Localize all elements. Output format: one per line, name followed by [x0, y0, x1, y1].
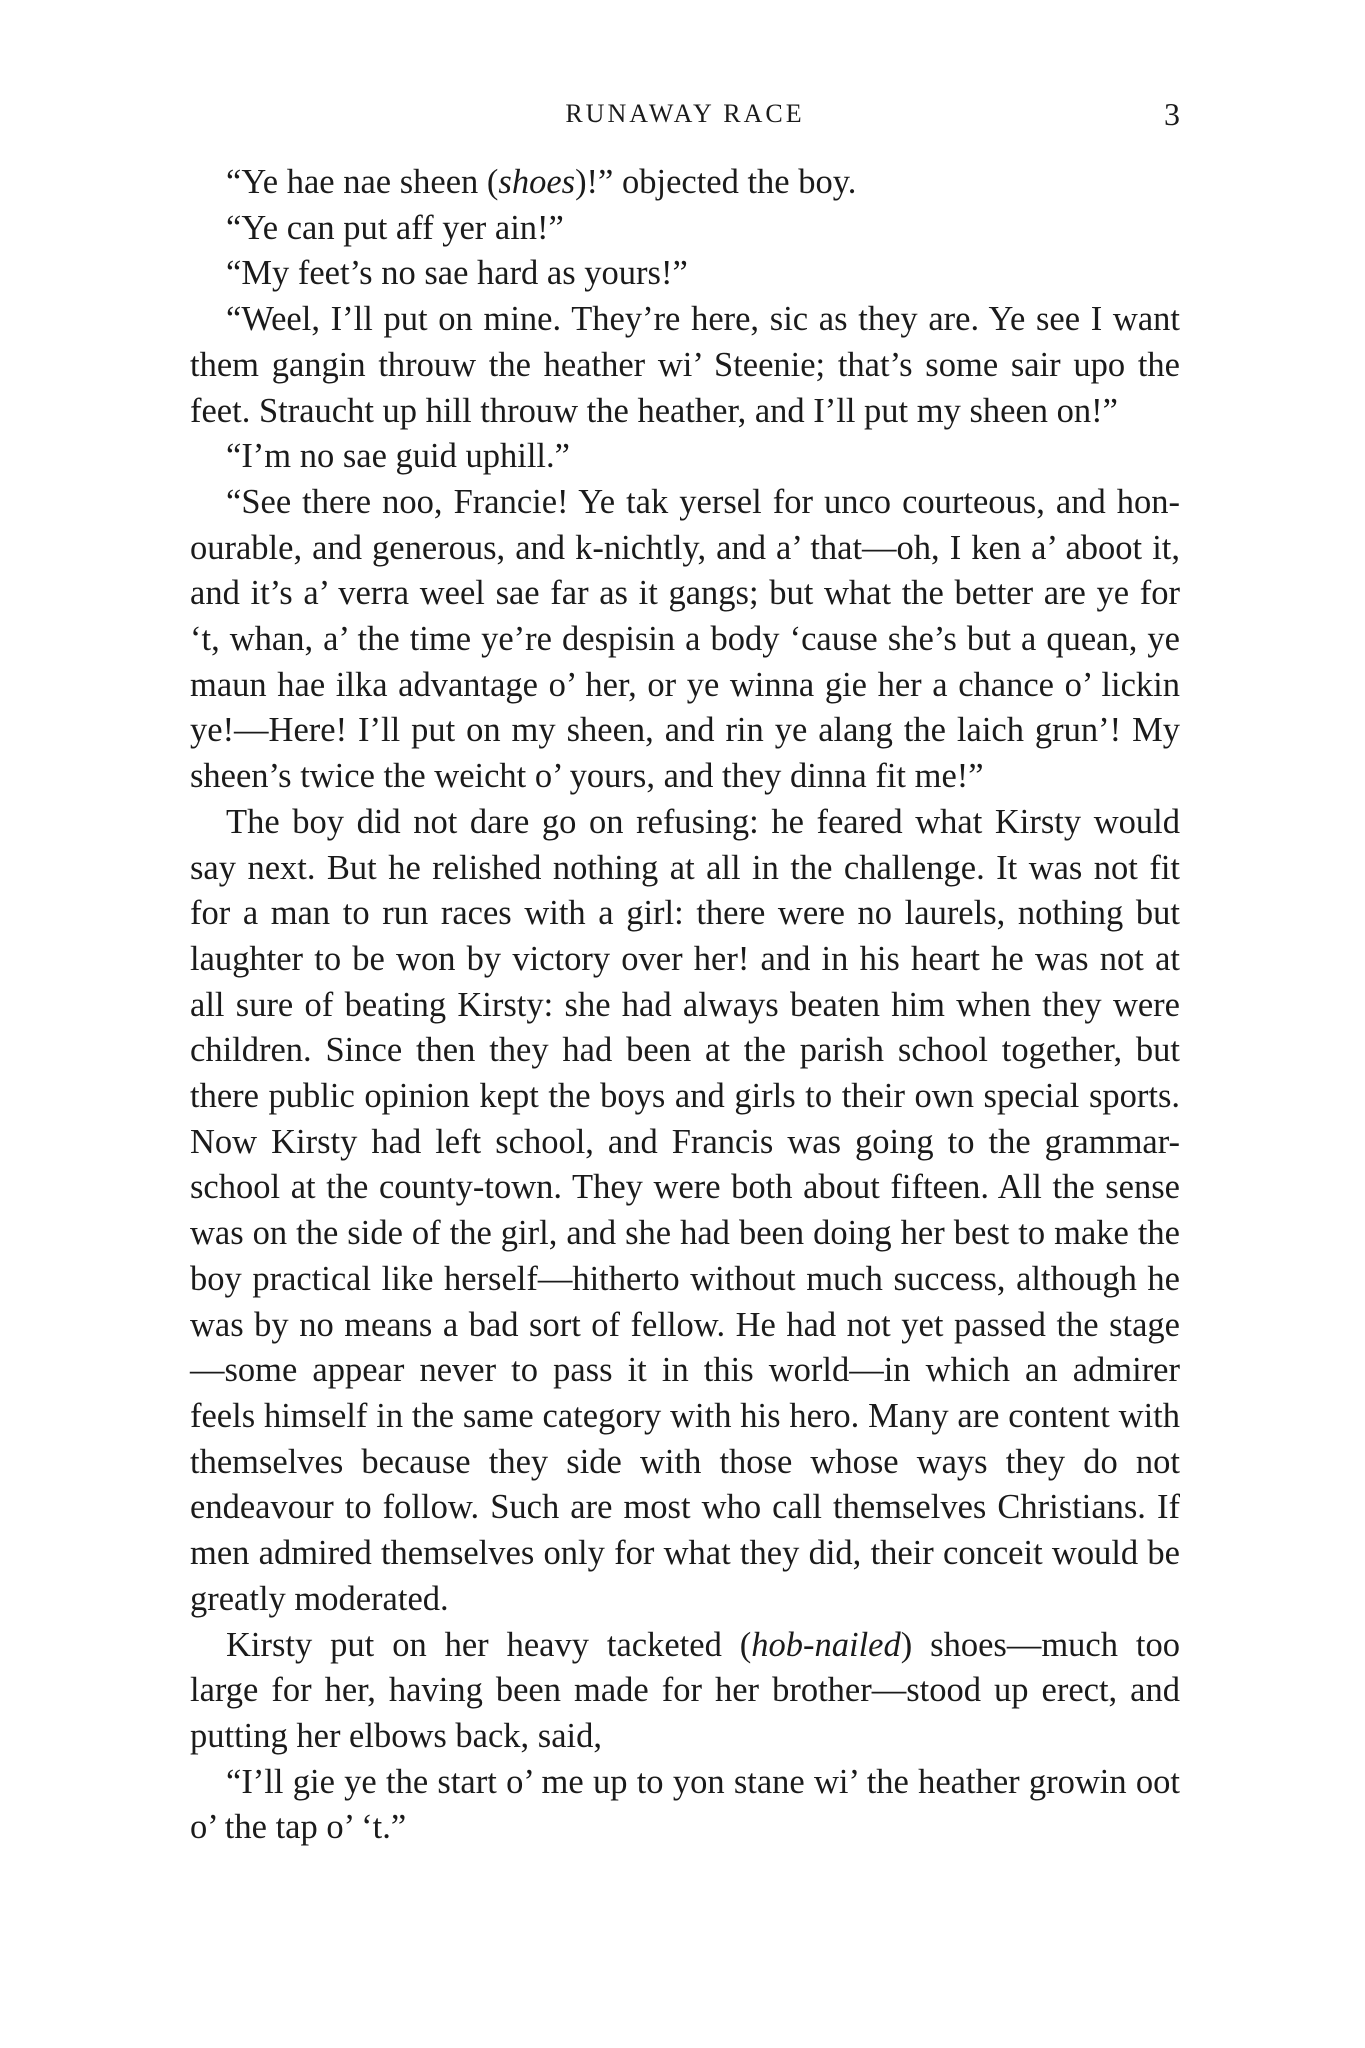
text-run: “Ye hae nae sheen ( [226, 163, 499, 201]
paragraph [190, 297, 1180, 434]
body-text [190, 160, 1180, 1851]
italic-gloss: shoes [498, 163, 576, 201]
text-run: “Ye can put aff yer ain!” [226, 208, 564, 247]
text-run: The boy did not dare go on refusing: he feared what Kirsty would say next. But he relished nothing at all in the challenge. It was not fit for a man to run races with a girl: there were no laurels, nothing but laughter to be won by victory over her! and in his heart he was not at all sure of beating Kirsty: she had always beaten him when they were children. Since then they had been at the parish school together, but there public opinion kept the boys and girls to their own special sports. Now Kirsty had left school, and Francis was going to the grammar-school at the county-town. They were both about fifteen. All the sense was on the side of the girl, and she had been doing her best to make the boy practical like herself—hitherto without much success, although he was by no means a bad sort of fellow. He had not yet passed the stage—some appear never to pass it in this world—in which an admirer feels himself in the same category with his hero. Many are content with themselves because they side with those whose ways they do not endeavour to follow. Such are most who call themselves Christians. If men admired themselves only for what they did, their conceit would be greatly moderated. [190, 802, 1180, 1618]
paragraph [190, 434, 1180, 480]
text-run: ) shoes—much too large for her, having been made for her brother—stood up erect, and putting her elbows back, said, [190, 1625, 1180, 1755]
page-number: 3 [1164, 96, 1180, 132]
text-run: “I’ll gie ye the start o’ me up to yon stane wi’ the heather growin oot o’ the tap o’ ‘t.” [190, 1762, 1180, 1847]
text-run: )!” objected the boy. [575, 163, 857, 201]
paragraph [190, 1623, 1180, 1760]
running-head [190, 92, 1180, 136]
paragraph [190, 480, 1180, 800]
text-run: “My feet’s no sae hard as yours!” [226, 254, 688, 293]
italic-gloss: hob-nailed [751, 1625, 901, 1664]
text-run: “See there noo, Francie! Ye tak yersel for unco courteous, and honourable, and generous, and k-nichtly, and a’ that—oh, I ken a’ aboot it, and it’s a’ verra weel sae far as it gangs; but what the better are ye for ‘t, whan, a’ the time ye’re despisin a body ‘cause she’s but a quean, ye maun hae ilka advantage o’ her, or ye winna gie her a chance o’ lickin ye!—Here! I’ll put on my sheen, and rin ye alang the laich grun’! My sheen’s twice the weicht o’ yours, and they dinna fit me!” [190, 482, 1180, 796]
text-run: Kirsty put on her heavy tacketed ( [226, 1625, 752, 1664]
text-run: “Weel, I’ll put on mine. They’re here, sic as they are. Ye see I want them gangin throuw the heather wi’ Steenie; that’s some sair upo the feet. Straucht up hill throuw the heather, and I’ll put my sheen on!” [190, 300, 1180, 430]
paragraph [190, 160, 1180, 206]
text-run: “I’m no sae guid uphill.” [226, 437, 570, 476]
paragraph [190, 251, 1180, 297]
running-title: RUNAWAY RACE [565, 99, 805, 128]
paragraph [190, 1760, 1180, 1851]
paragraph [190, 800, 1180, 1623]
paragraph [190, 206, 1180, 252]
